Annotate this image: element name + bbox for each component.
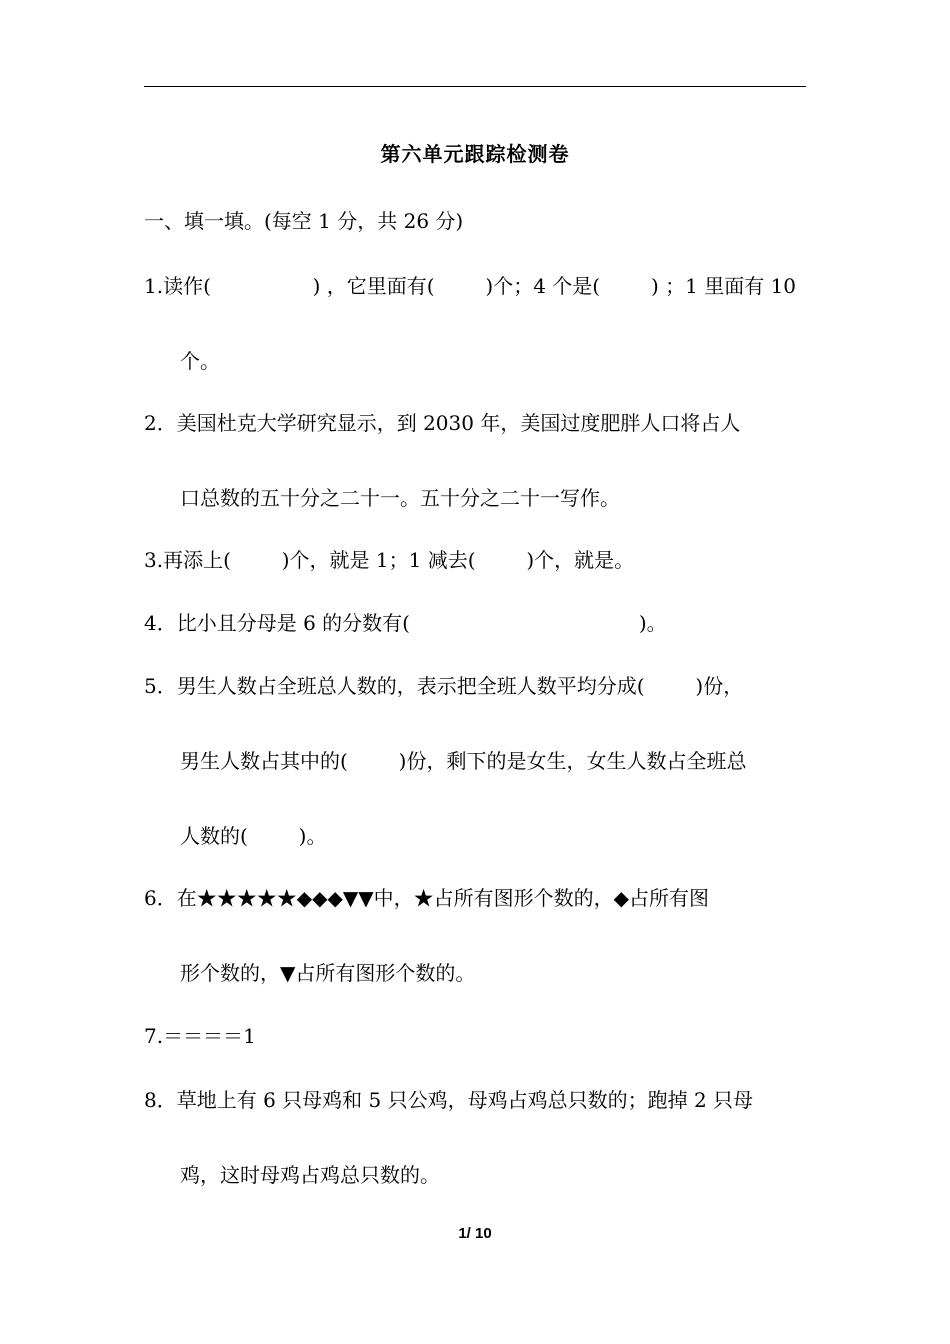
question-3: 3.再添上( )个，就是 1；1 减去( )个，就是。 bbox=[144, 548, 635, 572]
page-title: 第六单元跟踪检测卷 bbox=[380, 142, 570, 166]
question-1-line-1: 1.读作( ) ，它里面有( )个；4 个是( ) ；1 里面有 10 bbox=[144, 274, 797, 298]
question-5-line-2: 男生人数占其中的( )份，剩下的是女生，女生人数占全班总 bbox=[180, 749, 747, 773]
question-1-line-2: 个。 bbox=[180, 349, 220, 373]
question-8-line-2: 鸡，这时母鸡占鸡总只数的。 bbox=[180, 1163, 440, 1187]
question-8-line-1: 8．草地上有 6 只母鸡和 5 只公鸡，母鸡占鸡总只数的；跑掉 2 只母 bbox=[144, 1088, 754, 1112]
question-6-line-1: 6．在★★★★★◆◆◆▼▼中，★占所有图形个数的，◆占所有图 bbox=[144, 886, 710, 910]
question-5-line-3: 人数的( )。 bbox=[180, 824, 327, 848]
question-2-line-1: 2．美国杜克大学研究显示，到 2030 年，美国过度肥胖人口将占人 bbox=[144, 411, 741, 435]
question-2-line-2: 口总数的五十分之二十一。五十分之二十一写作。 bbox=[180, 486, 620, 510]
question-6-line-2: 形个数的，▼占所有图形个数的。 bbox=[180, 961, 476, 985]
header-rule bbox=[144, 86, 806, 87]
section-heading: 一、填一填。(每空 1 分，共 26 分) bbox=[144, 209, 464, 233]
page-number: 1/ 10 bbox=[458, 1225, 492, 1242]
question-4: 4．比小且分母是 6 的分数有( )。 bbox=[144, 611, 667, 635]
question-7: 7.＝＝＝＝1 bbox=[144, 1024, 256, 1048]
question-5-line-1: 5．男生人数占全班总人数的，表示把全班人数平均分成( )份， bbox=[144, 674, 744, 698]
